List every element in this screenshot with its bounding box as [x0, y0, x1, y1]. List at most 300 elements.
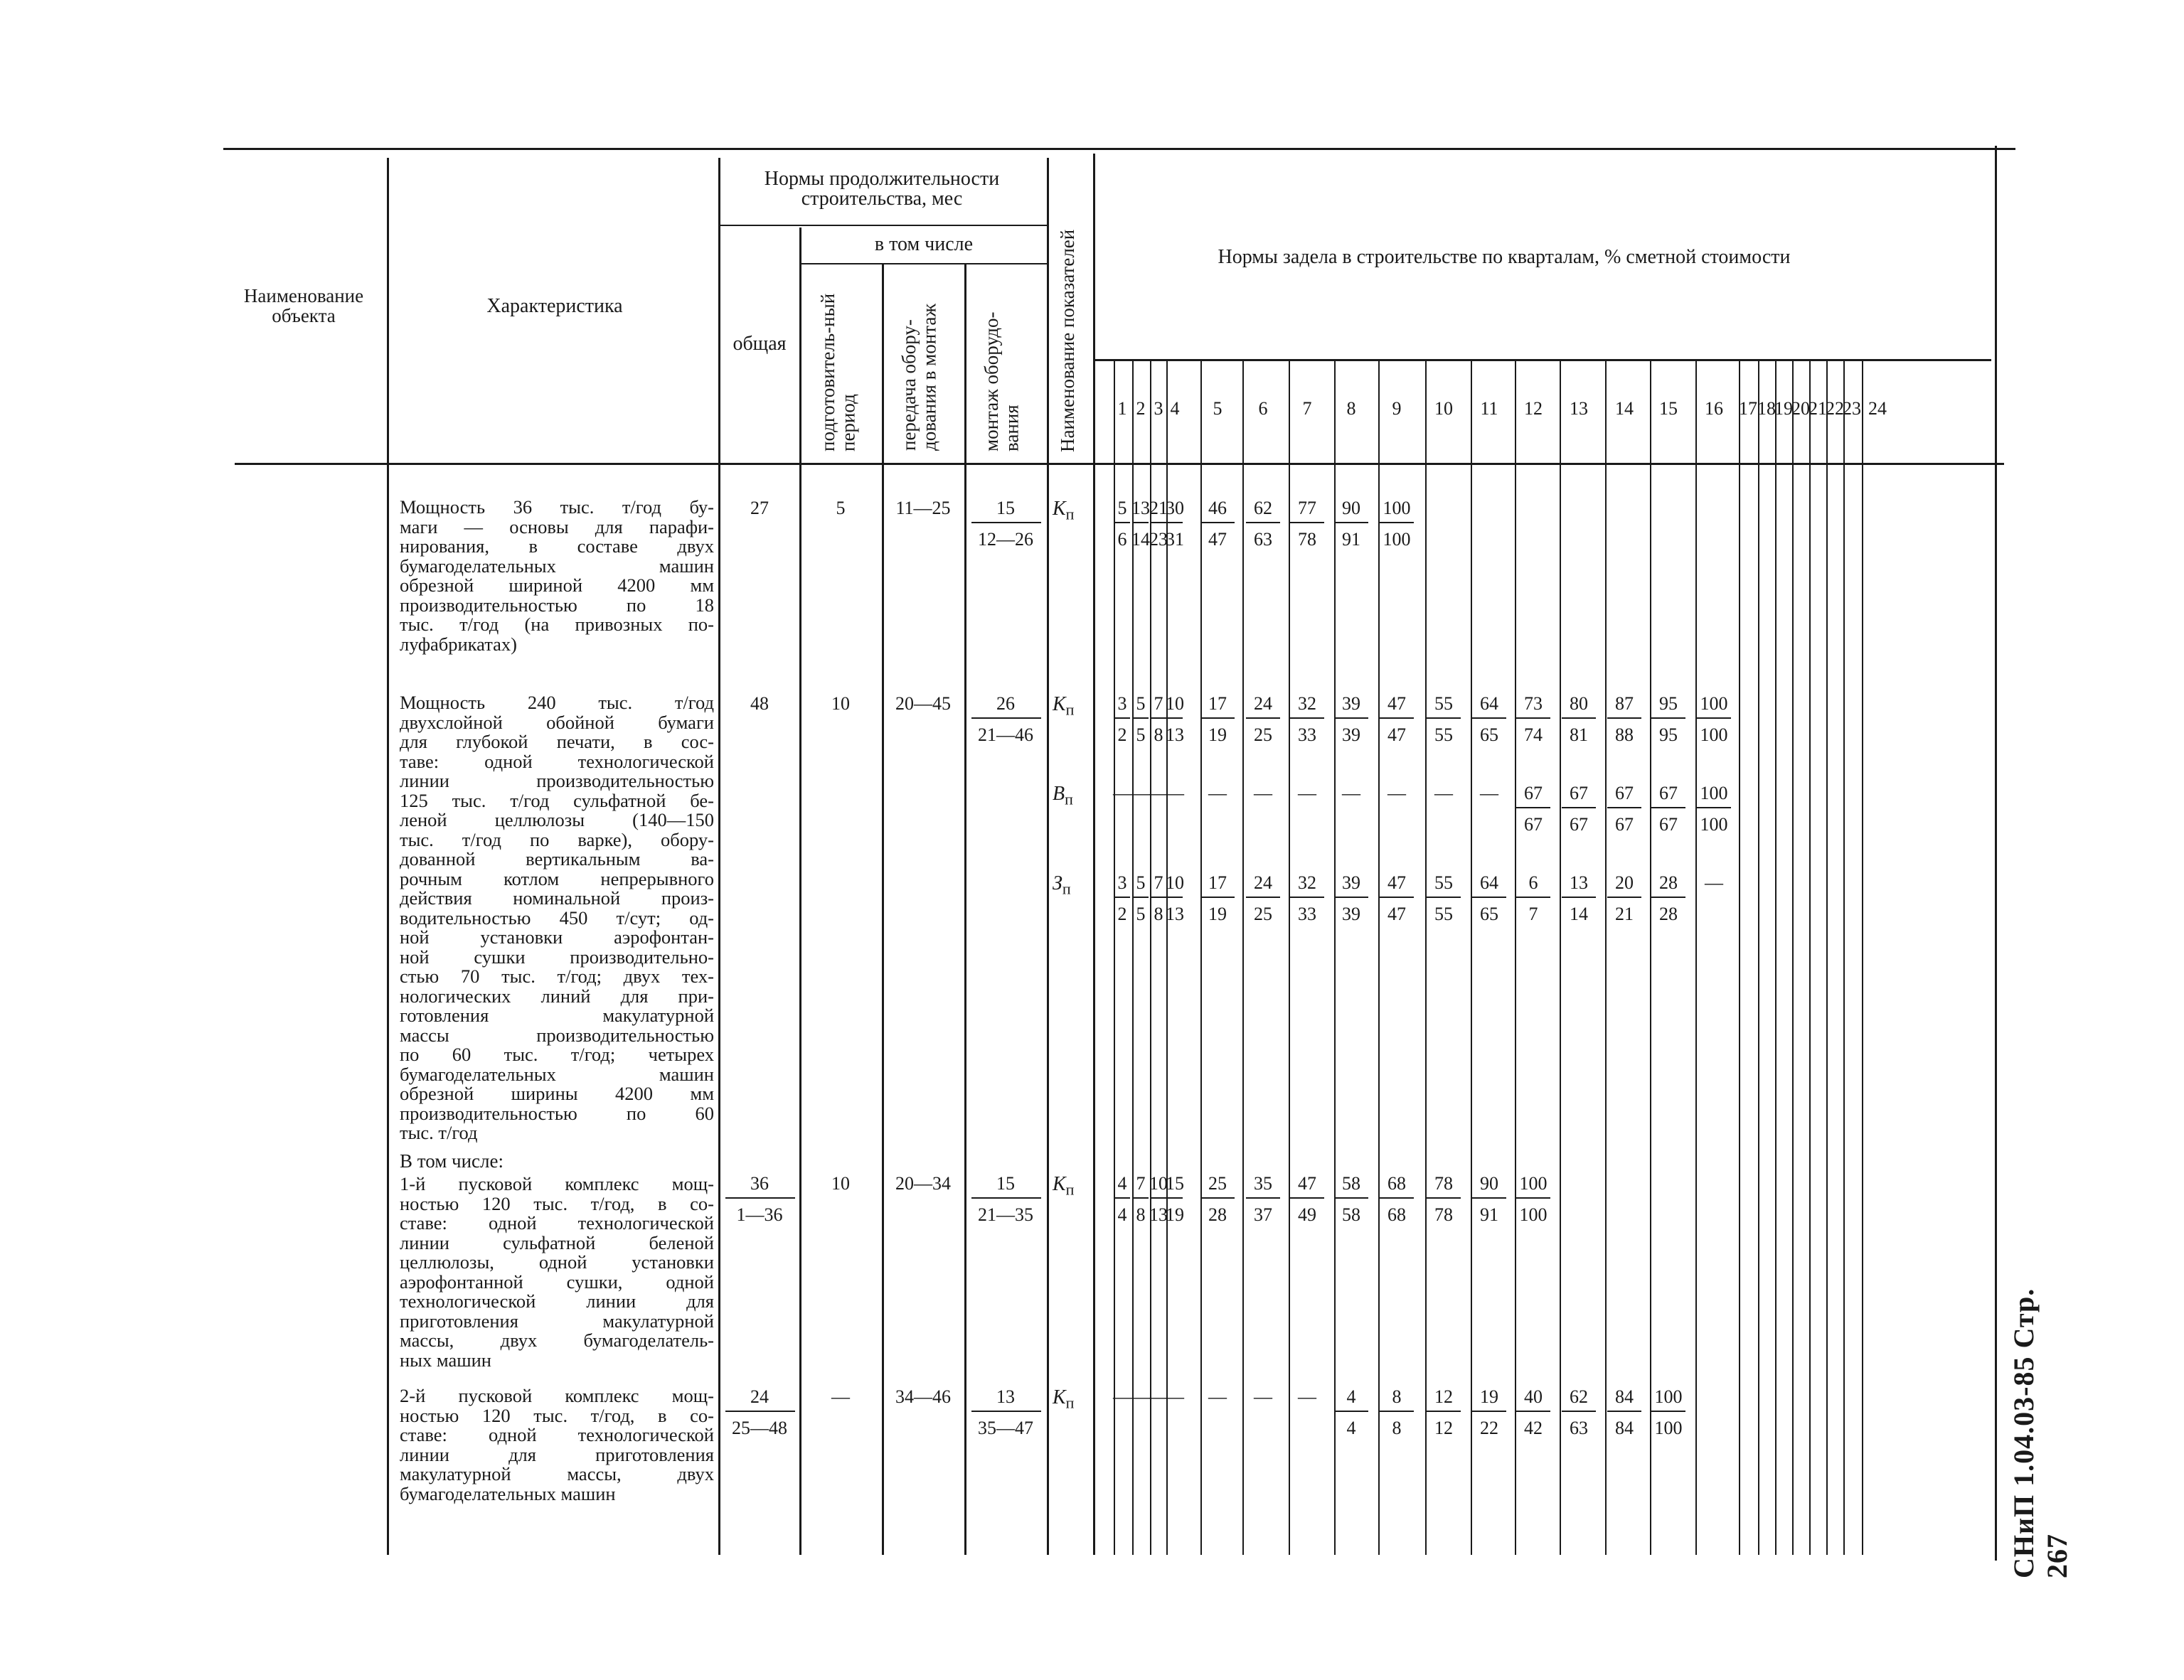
quarter-label: 10: [1434, 398, 1453, 419]
quarter-value-bottom: 100: [1700, 814, 1728, 835]
description-line: ностью 120 тыс. т/год, в со-: [400, 1404, 714, 1426]
quarter-value-top: —: [1208, 783, 1227, 803]
cell-total-range: 1—36: [736, 1204, 783, 1225]
quarter-fraction-line: [1151, 1197, 1166, 1199]
quarter-value-top: 5: [1136, 872, 1146, 893]
quarter-fraction-line: [1427, 717, 1461, 719]
quarter-value-bottom: 100: [1700, 724, 1728, 745]
quarter-value-top: 3: [1117, 872, 1127, 893]
quarter-fraction-line: [1334, 1411, 1368, 1412]
quarter-fraction-line: [1516, 1411, 1550, 1412]
indicator-letter: К: [1053, 498, 1066, 520]
quarter-value-bottom: 23: [1149, 529, 1168, 550]
quarter-value-top: —: [1298, 783, 1316, 803]
quarter-value-bottom: 78: [1434, 1204, 1453, 1225]
quarter-value-bottom: 74: [1524, 724, 1543, 745]
quarter-value-top: —: [1387, 783, 1406, 803]
quarter-value-top: 40: [1524, 1386, 1543, 1407]
cell-install-bottom: 12—26: [978, 529, 1033, 550]
install-fraction-line: [971, 717, 1041, 719]
col-divider-5: [964, 263, 966, 1555]
quarter-value-top: 12: [1434, 1386, 1453, 1407]
quarter-fraction-line: [1290, 1197, 1324, 1199]
quarter-label: 11: [1480, 398, 1498, 419]
quarter-value-top: 47: [1387, 872, 1406, 893]
cell-equipment-transfer: 20—45: [895, 693, 951, 714]
quarter-label: 5: [1213, 398, 1222, 419]
quarter-value-top: 13: [1570, 872, 1588, 893]
cell-install-top: 15: [996, 1173, 1015, 1194]
header-characteristic: Характеристика: [486, 295, 623, 317]
quarter-value-bottom: 28: [1208, 1204, 1227, 1225]
quarter-divider: [1775, 359, 1777, 1555]
cell-prep-period: 5: [836, 498, 846, 518]
description-line: линии для приготовления: [400, 1443, 714, 1465]
quarter-value-top: 67: [1659, 783, 1678, 803]
quarter-value-top: —: [1342, 783, 1360, 803]
quarter-divider: [1843, 359, 1845, 1555]
quarter-value-top: 100: [1519, 1173, 1548, 1194]
quarter-value-bottom: 39: [1342, 904, 1360, 924]
quarter-value-top: —: [1166, 1386, 1184, 1407]
duration-subheader-rule: [720, 225, 1047, 226]
description-line: таве: одной технологической: [400, 750, 714, 772]
quarter-value-top: —: [1208, 1386, 1227, 1407]
quarter-value-top: —: [1705, 872, 1723, 893]
quarter-value-bottom: 39: [1342, 724, 1360, 745]
quarter-divider: [1650, 359, 1651, 1555]
quarter-value-top: 5: [1136, 693, 1146, 714]
cell-equipment-transfer: 20—34: [895, 1173, 951, 1194]
quarter-value-top: 39: [1342, 693, 1360, 714]
indicator-symbol: [1053, 784, 1073, 808]
quarter-value-top: 7: [1154, 693, 1163, 714]
quarter-value-top: 7: [1136, 1173, 1146, 1194]
quarter-value-bottom: 13: [1166, 724, 1184, 745]
quarter-fraction-line: [1167, 522, 1183, 523]
description-line: водительностью 450 т/сут; од-: [400, 906, 714, 929]
quarter-fraction-line: [1427, 897, 1461, 898]
cell-equipment-transfer: 34—46: [895, 1386, 951, 1407]
quarter-value-top: 32: [1298, 872, 1316, 893]
quarter-value-bottom: 8: [1136, 1204, 1146, 1225]
description-line: двухслойной обойной бумаги: [400, 711, 714, 733]
description-line: макулатурной массы, двух: [400, 1463, 714, 1484]
quarter-label: 16: [1705, 398, 1723, 419]
quarter-fraction-line: [1562, 1411, 1596, 1412]
col-divider-6: [1047, 158, 1049, 1555]
quarter-fraction-line: [1200, 897, 1235, 898]
quarter-value-bottom: 19: [1208, 904, 1227, 924]
quarter-label: 24: [1868, 398, 1887, 419]
quarter-value-top: 3: [1117, 693, 1127, 714]
quarter-divider: [1739, 359, 1740, 1555]
description-line: аэрофонтанной сушки, одной: [400, 1270, 714, 1293]
quarter-value-bottom: 100: [1519, 1204, 1548, 1225]
quarter-value-bottom: 5: [1136, 724, 1146, 745]
quarter-label: 21: [1809, 398, 1827, 419]
quarter-label: 2: [1136, 398, 1146, 419]
quarter-value-bottom: 5: [1136, 904, 1146, 924]
row-description: [400, 498, 714, 654]
indicator-symbol: [1053, 1175, 1074, 1198]
row-description: [400, 1175, 714, 1370]
quarter-value-top: 55: [1434, 872, 1453, 893]
description-line: обрезной шириной 4200 мм: [400, 574, 714, 596]
row-description: [400, 1386, 714, 1504]
cell-install-top: 26: [996, 693, 1015, 714]
quarter-value-bottom: 100: [1654, 1418, 1683, 1438]
quarter-fraction-line: [1200, 522, 1235, 523]
description-line: приготовления макулатурной: [400, 1310, 714, 1332]
install-fraction-line: [971, 1411, 1041, 1412]
quarter-value-top: 30: [1166, 498, 1184, 518]
quarter-value-bottom: 84: [1615, 1418, 1634, 1438]
quarter-value-top: —: [1131, 1386, 1150, 1407]
quarter-fraction-line: [1246, 522, 1280, 523]
header-equipment-transfer: передача обору-дования в монтаж: [898, 304, 940, 451]
quarter-fraction-line: [1651, 807, 1685, 808]
indicator-letter: К: [1053, 693, 1066, 715]
quarter-value-top: 24: [1254, 872, 1272, 893]
indicator-subscript: п: [1062, 879, 1071, 898]
quarter-value-top: 68: [1387, 1173, 1406, 1194]
quarter-value-top: 100: [1654, 1386, 1683, 1407]
quarter-fraction-line: [1472, 717, 1506, 719]
quarter-fraction-line: [1562, 897, 1596, 898]
quarter-value-top: 8: [1392, 1386, 1402, 1407]
quarter-value-bottom: 81: [1570, 724, 1588, 745]
description-line: ставе: одной технологической: [400, 1212, 714, 1234]
quarter-label: 13: [1570, 398, 1588, 419]
cell-total: 24: [750, 1386, 769, 1407]
quarter-value-bottom: 67: [1659, 814, 1678, 835]
quarter-fraction-line: [1200, 1197, 1235, 1199]
indicator-symbol: [1053, 499, 1074, 523]
header-prep-period: подготовитель-ный период: [817, 293, 859, 451]
quarter-value-top: —: [1254, 1386, 1272, 1407]
install-fraction-line: [971, 522, 1041, 523]
quarter-fraction-line: [1114, 1197, 1130, 1199]
quarter-value-bottom: 14: [1131, 529, 1150, 550]
quarter-label: 7: [1302, 398, 1312, 419]
quarter-fraction-line: [1167, 1197, 1183, 1199]
description-line: по 60 тыс. т/год; четырех: [400, 1044, 714, 1065]
quarter-value-bottom: 63: [1254, 529, 1272, 550]
quarter-value-bottom: 21: [1615, 904, 1634, 924]
description-line: маги — основы для парафи-: [400, 515, 714, 537]
quarter-fraction-line: [1427, 1411, 1461, 1412]
header-total: общая: [733, 333, 787, 355]
quarter-fraction-line: [1697, 807, 1731, 808]
description-line: леной целлюлозы (140—150: [400, 809, 714, 830]
quarter-value-top: 100: [1700, 693, 1728, 714]
quarter-value-top: 58: [1342, 1173, 1360, 1194]
quarter-value-bottom: 31: [1166, 529, 1184, 550]
quarter-label: 12: [1524, 398, 1543, 419]
quarter-value-top: 10: [1166, 693, 1184, 714]
quarter-fraction-line: [1334, 897, 1368, 898]
description-line: технологической линии для: [400, 1290, 714, 1312]
quarter-label: 1: [1117, 398, 1127, 419]
quarter-divider: [1758, 359, 1759, 1555]
quarter-fraction-line: [1472, 1411, 1506, 1412]
quarter-label: 4: [1170, 398, 1180, 419]
quarter-value-top: 78: [1434, 1173, 1453, 1194]
quarter-value-top: —: [1254, 783, 1272, 803]
quarter-fraction-line: [1472, 1197, 1506, 1199]
quarter-value-top: 95: [1659, 693, 1678, 714]
quarter-value-bottom: 47: [1387, 724, 1406, 745]
quarter-value-bottom: 19: [1166, 1204, 1184, 1225]
description-line: нирования, в составе двух: [400, 535, 714, 557]
quarter-value-top: 100: [1383, 498, 1411, 518]
indicator-symbol: [1053, 874, 1071, 897]
quarter-value-top: 13: [1131, 498, 1150, 518]
quarter-value-bottom: 37: [1254, 1204, 1272, 1225]
quarter-value-top: 17: [1208, 693, 1227, 714]
quarter-fraction-line: [1562, 717, 1596, 719]
quarter-value-top: 47: [1298, 1173, 1316, 1194]
cell-total: 36: [750, 1173, 769, 1194]
quarter-value-bottom: 58: [1342, 1204, 1360, 1225]
quarter-divider: [1515, 359, 1516, 1555]
description-line: Мощность 36 тыс. т/год бу-: [400, 496, 714, 518]
indicator-letter: З: [1053, 872, 1062, 894]
description-line: линии сульфатной беленой: [400, 1231, 714, 1253]
indicator-symbol: [1053, 1388, 1074, 1411]
quarter-fraction-line: [1380, 897, 1414, 898]
quarter-value-bottom: 22: [1480, 1418, 1498, 1438]
description-line: производительностью по 18: [400, 594, 714, 616]
table-top-rule: [223, 148, 2015, 150]
quarter-divider: [1471, 359, 1472, 1555]
install-fraction-line: [971, 1197, 1041, 1199]
quarter-value-top: 62: [1570, 1386, 1588, 1407]
cell-equipment-transfer: 11—25: [895, 498, 951, 518]
col-divider-7: [1093, 154, 1095, 1555]
quarter-value-top: —: [1166, 783, 1184, 803]
quarter-value-top: 4: [1117, 1173, 1127, 1194]
col-divider-4: [882, 263, 884, 1555]
quarter-divider: [1560, 359, 1561, 1555]
description-line: ных машин: [400, 1349, 491, 1371]
quarter-value-top: —: [1298, 1386, 1316, 1407]
col-divider-1: [387, 158, 389, 1555]
quarter-fraction-line: [1246, 1197, 1280, 1199]
quarter-fraction-line: [1290, 717, 1324, 719]
quarter-fraction-line: [1472, 897, 1506, 898]
indicator-letter: В: [1053, 783, 1065, 805]
quarter-value-bottom: 14: [1570, 904, 1588, 924]
description-line: стью 70 тыс. т/год; двух тех-: [400, 965, 714, 987]
description-line: ной установки аэрофонтан-: [400, 926, 714, 948]
description-line: для глубокой печати, в сос-: [400, 731, 714, 752]
indicator-subscript: п: [1065, 700, 1075, 719]
quarter-value-bottom: 19: [1208, 724, 1227, 745]
quarter-label: 19: [1774, 398, 1793, 419]
quarter-value-bottom: 33: [1298, 724, 1316, 745]
quarter-fraction-line: [1133, 522, 1149, 523]
description-line: 2-й пусковой комплекс мощ-: [400, 1385, 714, 1406]
description-line: дованной вертикальным ва-: [400, 848, 714, 870]
cell-total: 48: [750, 693, 769, 714]
quarter-value-top: 47: [1387, 693, 1406, 714]
quarter-value-top: —: [1113, 1386, 1131, 1407]
indicator-symbol: [1053, 695, 1074, 718]
quarter-fraction-line: [1334, 522, 1368, 523]
cell-install-bottom: 21—35: [978, 1204, 1033, 1225]
description-line: действия номинальной произ-: [400, 887, 714, 909]
quarter-value-top: 7: [1154, 872, 1163, 893]
quarter-fraction-line: [1380, 1411, 1414, 1412]
quarter-divider: [1242, 359, 1244, 1555]
quarter-value-bottom: 88: [1615, 724, 1634, 745]
quarter-value-top: 67: [1570, 783, 1588, 803]
description-line: ностью 120 тыс. т/год, в со-: [400, 1192, 714, 1214]
quarter-fraction-line: [1562, 807, 1596, 808]
quarter-value-bottom: 25: [1254, 904, 1272, 924]
quarter-value-top: 64: [1480, 872, 1498, 893]
quarter-fraction-line: [1380, 522, 1414, 523]
quarter-value-top: 17: [1208, 872, 1227, 893]
quarter-value-top: —: [1149, 783, 1168, 803]
quarter-label: 9: [1392, 398, 1402, 419]
quarter-value-bottom: 42: [1524, 1418, 1543, 1438]
description-line: Мощность 240 тыс. т/год: [400, 692, 714, 713]
quarter-fraction-line: [1290, 897, 1324, 898]
quarter-fraction-line: [1380, 1197, 1414, 1199]
including-subheader-rule: [801, 263, 1047, 264]
quarter-value-top: 62: [1254, 498, 1272, 518]
quarter-value-bottom: 13: [1166, 904, 1184, 924]
quarter-value-top: 5: [1117, 498, 1127, 518]
quarter-value-bottom: 47: [1208, 529, 1227, 550]
header-backlog-norms: Нормы задела в строительстве по кварталам, % сметной стоимости: [1218, 246, 1791, 268]
quarter-label: 15: [1659, 398, 1678, 419]
quarter-value-top: 10: [1149, 1173, 1168, 1194]
cell-install-bottom: 35—47: [978, 1418, 1033, 1438]
quarter-value-top: 87: [1615, 693, 1634, 714]
header-object-name: Наименование объекта: [243, 285, 364, 326]
quarter-fraction-line: [1151, 897, 1166, 898]
quarter-value-bottom: 49: [1298, 1204, 1316, 1225]
quarter-value-bottom: 2: [1117, 904, 1127, 924]
quarter-fraction-line: [1516, 717, 1550, 719]
quarter-header-rule: [1095, 359, 1991, 361]
description-line: нологических линий для при-: [400, 985, 714, 1007]
quarter-value-bottom: 55: [1434, 904, 1453, 924]
cell-total: 27: [750, 498, 769, 518]
quarter-divider: [1695, 359, 1697, 1555]
quarter-fraction-line: [1114, 522, 1130, 523]
quarter-fraction-line: [1380, 717, 1414, 719]
indicator-subscript: п: [1065, 1180, 1075, 1199]
description-line: массы производительностью: [400, 1024, 714, 1046]
quarter-fraction-line: [1290, 522, 1324, 523]
quarter-value-top: 39: [1342, 872, 1360, 893]
quarter-divider: [1809, 359, 1811, 1555]
quarter-value-top: 24: [1254, 693, 1272, 714]
quarter-value-bottom: 12: [1434, 1418, 1453, 1438]
page-right-edge: [1995, 146, 1997, 1561]
quarter-fraction-line: [1133, 1197, 1149, 1199]
quarter-value-bottom: 8: [1154, 724, 1163, 745]
description-line: бумагоделательных машин: [400, 1063, 714, 1085]
quarter-fraction-line: [1651, 717, 1685, 719]
quarter-value-bottom: 95: [1659, 724, 1678, 745]
quarter-value-bottom: 25: [1254, 724, 1272, 745]
quarter-fraction-line: [1651, 1411, 1685, 1412]
quarter-value-top: 73: [1524, 693, 1543, 714]
header-indicator-name: Наименование показателей: [1057, 229, 1078, 452]
description-line: луфабрикатах): [400, 633, 517, 655]
quarter-value-top: 28: [1659, 872, 1678, 893]
quarter-fraction-line: [1651, 897, 1685, 898]
quarter-value-top: 21: [1149, 498, 1168, 518]
quarter-value-top: —: [1434, 783, 1453, 803]
quarter-value-bottom: 63: [1570, 1418, 1588, 1438]
quarter-label: 6: [1258, 398, 1268, 419]
quarter-value-top: 6: [1528, 872, 1538, 893]
quarter-value-bottom: 55: [1434, 724, 1453, 745]
quarter-fraction-line: [1697, 717, 1731, 719]
indicator-subscript: п: [1065, 790, 1073, 808]
quarter-value-top: 90: [1342, 498, 1360, 518]
quarter-value-bottom: 65: [1480, 724, 1498, 745]
row-label: В том числе:: [400, 1150, 504, 1172]
quarter-value-top: 25: [1208, 1173, 1227, 1194]
quarter-value-bottom: 67: [1615, 814, 1634, 835]
quarter-divider: [1862, 359, 1863, 1555]
description-line: тыс. т/год: [400, 1122, 478, 1143]
quarter-value-top: 19: [1480, 1386, 1498, 1407]
cell-install-top: 13: [996, 1386, 1015, 1407]
description-line: рочным котлом непрерывного: [400, 867, 714, 889]
quarter-value-top: 10: [1166, 872, 1184, 893]
description-line: целлюлозы, одной установки: [400, 1251, 714, 1273]
quarter-value-top: 35: [1254, 1173, 1272, 1194]
quarter-fraction-line: [1246, 897, 1280, 898]
quarter-value-bottom: 65: [1480, 904, 1498, 924]
page-stamp: СНиП 1.04.03-85 Стр. 267: [2008, 1288, 2073, 1578]
quarter-value-bottom: 4: [1346, 1418, 1356, 1438]
quarter-value-bottom: 78: [1298, 529, 1316, 550]
description-line: готовления макулатурной: [400, 1005, 714, 1026]
quarter-value-bottom: 6: [1117, 529, 1127, 550]
quarter-divider: [1605, 359, 1607, 1555]
quarter-value-top: 77: [1298, 498, 1316, 518]
quarter-value-top: 46: [1208, 498, 1227, 518]
quarter-value-top: —: [1113, 783, 1131, 803]
quarter-value-bottom: 4: [1117, 1204, 1127, 1225]
quarter-fraction-line: [1607, 717, 1641, 719]
quarter-fraction-line: [1167, 897, 1183, 898]
quarter-fraction-line: [1133, 717, 1149, 719]
quarter-fraction-line: [1516, 897, 1550, 898]
quarter-value-bottom: 7: [1528, 904, 1538, 924]
quarter-value-bottom: 68: [1387, 1204, 1406, 1225]
quarter-value-bottom: 2: [1117, 724, 1127, 745]
quarter-value-bottom: 91: [1342, 529, 1360, 550]
indicator-letter: К: [1053, 1173, 1066, 1195]
quarter-fraction-line: [1334, 717, 1368, 719]
quarter-value-top: 84: [1615, 1386, 1634, 1407]
col-divider-2: [718, 158, 720, 1555]
quarter-divider: [1826, 359, 1828, 1555]
quarter-fraction-line: [1607, 1411, 1641, 1412]
quarter-fraction-line: [1167, 717, 1183, 719]
